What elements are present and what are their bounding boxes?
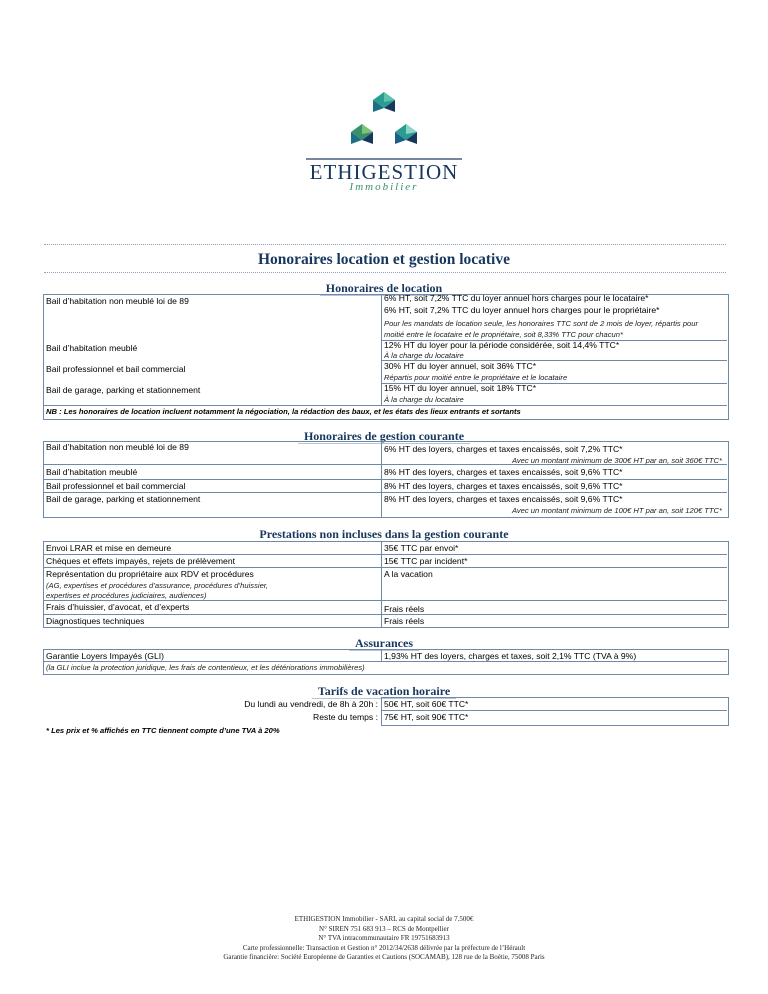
location-value-4: 15% HT du loyer annuel, soit 18% TTC* — [384, 383, 537, 393]
prestations-value-1: 35€ TTC par envoi* — [384, 543, 459, 553]
prestations-label-2: Chèques et effets impayés, rejets de prélèvement — [46, 556, 236, 566]
section-title-gestion: Honoraires de gestion courante — [0, 429, 768, 444]
vacation-label-2: Reste du temps : — [313, 712, 378, 722]
location-note-4: À la charge du locataire — [384, 395, 464, 404]
footer-line-5: Garantie financière: Société Européenne de Garanties et Cautions (SOCAMAB), 128 rue de la Boétie, 75008 Paris — [223, 953, 545, 962]
prestations-note-3b: expertises et procédures judiciaires, audiences) — [46, 591, 207, 600]
prestations-label-3: Représentation du propriétaire aux RDV et procédures — [46, 569, 254, 579]
prestations-note-3a: (AG, expertises et procédures d’assurance, procédures d’huissier, — [46, 581, 269, 590]
tva-note: * Les prix et % affichés en TTC tiennent compte d’une TVA à 20% — [46, 726, 280, 735]
location-column-divider — [381, 294, 382, 405]
prestations-row-divider-2 — [44, 567, 727, 568]
gestion-value-3: 8% HT des loyers, charges et taxes encaissés, soit 9,6% TTC* — [384, 481, 623, 491]
separator-top — [44, 244, 726, 245]
prestations-row-divider-1 — [44, 554, 727, 555]
prestations-label-5: Diagnostiques techniques — [46, 616, 145, 626]
location-note-1b: moitié entre le locataire et le propriétaire, soit 8,33% TTC pour chacun* — [384, 330, 623, 339]
gestion-row-divider-2 — [44, 479, 727, 480]
separator-bottom — [44, 272, 726, 273]
assurances-label-1: Garantie Loyers Impayés (GLI) — [46, 651, 164, 661]
section-title-prestations: Prestations non incluses dans la gestion courante — [0, 527, 768, 542]
gestion-value-2: 8% HT des loyers, charges et taxes encaissés, soit 9,6% TTC* — [384, 467, 623, 477]
location-value-3: 30% HT du loyer annuel, soit 36% TTC* — [384, 361, 537, 371]
prestations-label-4: Frais d’huissier, d’avocat, et d’experts — [46, 602, 190, 612]
recycle-triangles-icon — [324, 88, 444, 158]
gestion-label-1: Bail d’habitation non meublé loi de 89 — [46, 442, 189, 452]
location-value-1a: 6% HT, soit 7,2% TTC du loyer annuel hors charges pour le locataire* — [384, 293, 649, 303]
location-note-1a: Pour les mandats de location seule, les honoraires TTC sont de 2 mois de loyer, répartis pour — [384, 319, 699, 328]
location-value-1b: 6% HT, soit 7,2% TTC du loyer annuel hors charges pour le propriétaire* — [384, 305, 660, 315]
gestion-row-divider-3 — [44, 492, 727, 493]
footer-line-2: N° SIREN 751 683 913 – RCS de Montpellier — [319, 924, 449, 933]
footer — [0, 915, 768, 963]
page-title: Honoraires location et gestion locative — [258, 251, 510, 268]
location-label-2: Bail d’habitation meublé — [46, 343, 138, 353]
prestations-value-5: Frais réels — [384, 616, 425, 626]
gestion-value-4: 8% HT des loyers, charges et taxes encaissés, soit 9,6% TTC* — [384, 494, 623, 504]
section-title-location: Honoraires de location — [0, 281, 768, 296]
prestations-value-2: 15€ TTC par incident* — [384, 556, 468, 566]
assurances-value-1: 1,93% HT des loyers, charges et taxes, soit 2,1% TTC (TVA à 9%) — [384, 651, 637, 661]
prestations-label-1: Envoi LRAR et mise en demeure — [46, 543, 172, 553]
gestion-label-2: Bail d’habitation meublé — [46, 467, 138, 477]
footer-line-3: N° TVA intracommunautaire FR 19751683913 — [318, 934, 450, 943]
brand-rule — [306, 158, 462, 160]
assurances-column-divider — [381, 649, 382, 661]
gestion-note-1: Avec un montant minimum de 300€ HT par an, soit 360€ TTC* — [511, 456, 722, 465]
location-label-4: Bail de garage, parking et stationnement — [46, 385, 201, 395]
location-note-3: Répartis pour moitié entre le propriétaire et le locataire — [384, 373, 568, 382]
brand-subtitle: Immobilier — [349, 181, 419, 193]
gestion-note-4: Avec un montant minimum de 100€ HT par an, soit 120€ TTC* — [511, 506, 722, 515]
gestion-value-1: 6% HT des loyers, charges et taxes encaissés, soit 7,2% TTC* — [384, 444, 623, 454]
location-value-2: 12% HT du loyer pour la période considérée, soit 14,4% TTC* — [384, 340, 620, 350]
section-title-vacation: Tarifs de vacation horaire — [0, 684, 768, 699]
footer-line-4: Carte professionnelle: Transaction et Gestion n° 2012/34/2638 délivrée par la préfecture de l’Hérault — [242, 943, 526, 952]
gestion-label-4: Bail de garage, parking et stationnement — [46, 494, 201, 504]
prestations-value-3: A la vacation — [384, 569, 433, 579]
vacation-row-divider — [382, 710, 727, 711]
brand-name: ETHIGESTION — [309, 160, 459, 184]
gestion-label-3: Bail professionnel et bail commercial — [46, 481, 186, 491]
location-label-3: Bail professionnel et bail commercial — [46, 364, 186, 374]
assurances-note: (la GLI inclue la protection juridique, les frais de contentieux, et les détériorations immobilières) — [46, 663, 365, 672]
location-nb-note: NB : Les honoraires de location incluent notamment la négociation, la rédaction des baux, et les états des lieux entrants et sortants — [46, 407, 521, 416]
location-note-2: À la charge du locataire — [384, 351, 464, 360]
footer-line-1: ETHIGESTION Immobilier - SARL au capital social de 7.500€ — [294, 915, 474, 923]
location-label-1: Bail d’habitation non meublé loi de 89 — [46, 296, 189, 306]
vacation-value-1: 50€ HT, soit 60€ TTC* — [384, 699, 469, 709]
vacation-value-2: 75€ HT, soit 90€ TTC* — [384, 712, 469, 722]
vacation-label-1: Du lundi au vendredi, de 8h à 20h : — [244, 699, 378, 709]
section-title-assurances: Assurances — [0, 636, 768, 651]
prestations-value-4: Frais réels — [384, 604, 425, 614]
